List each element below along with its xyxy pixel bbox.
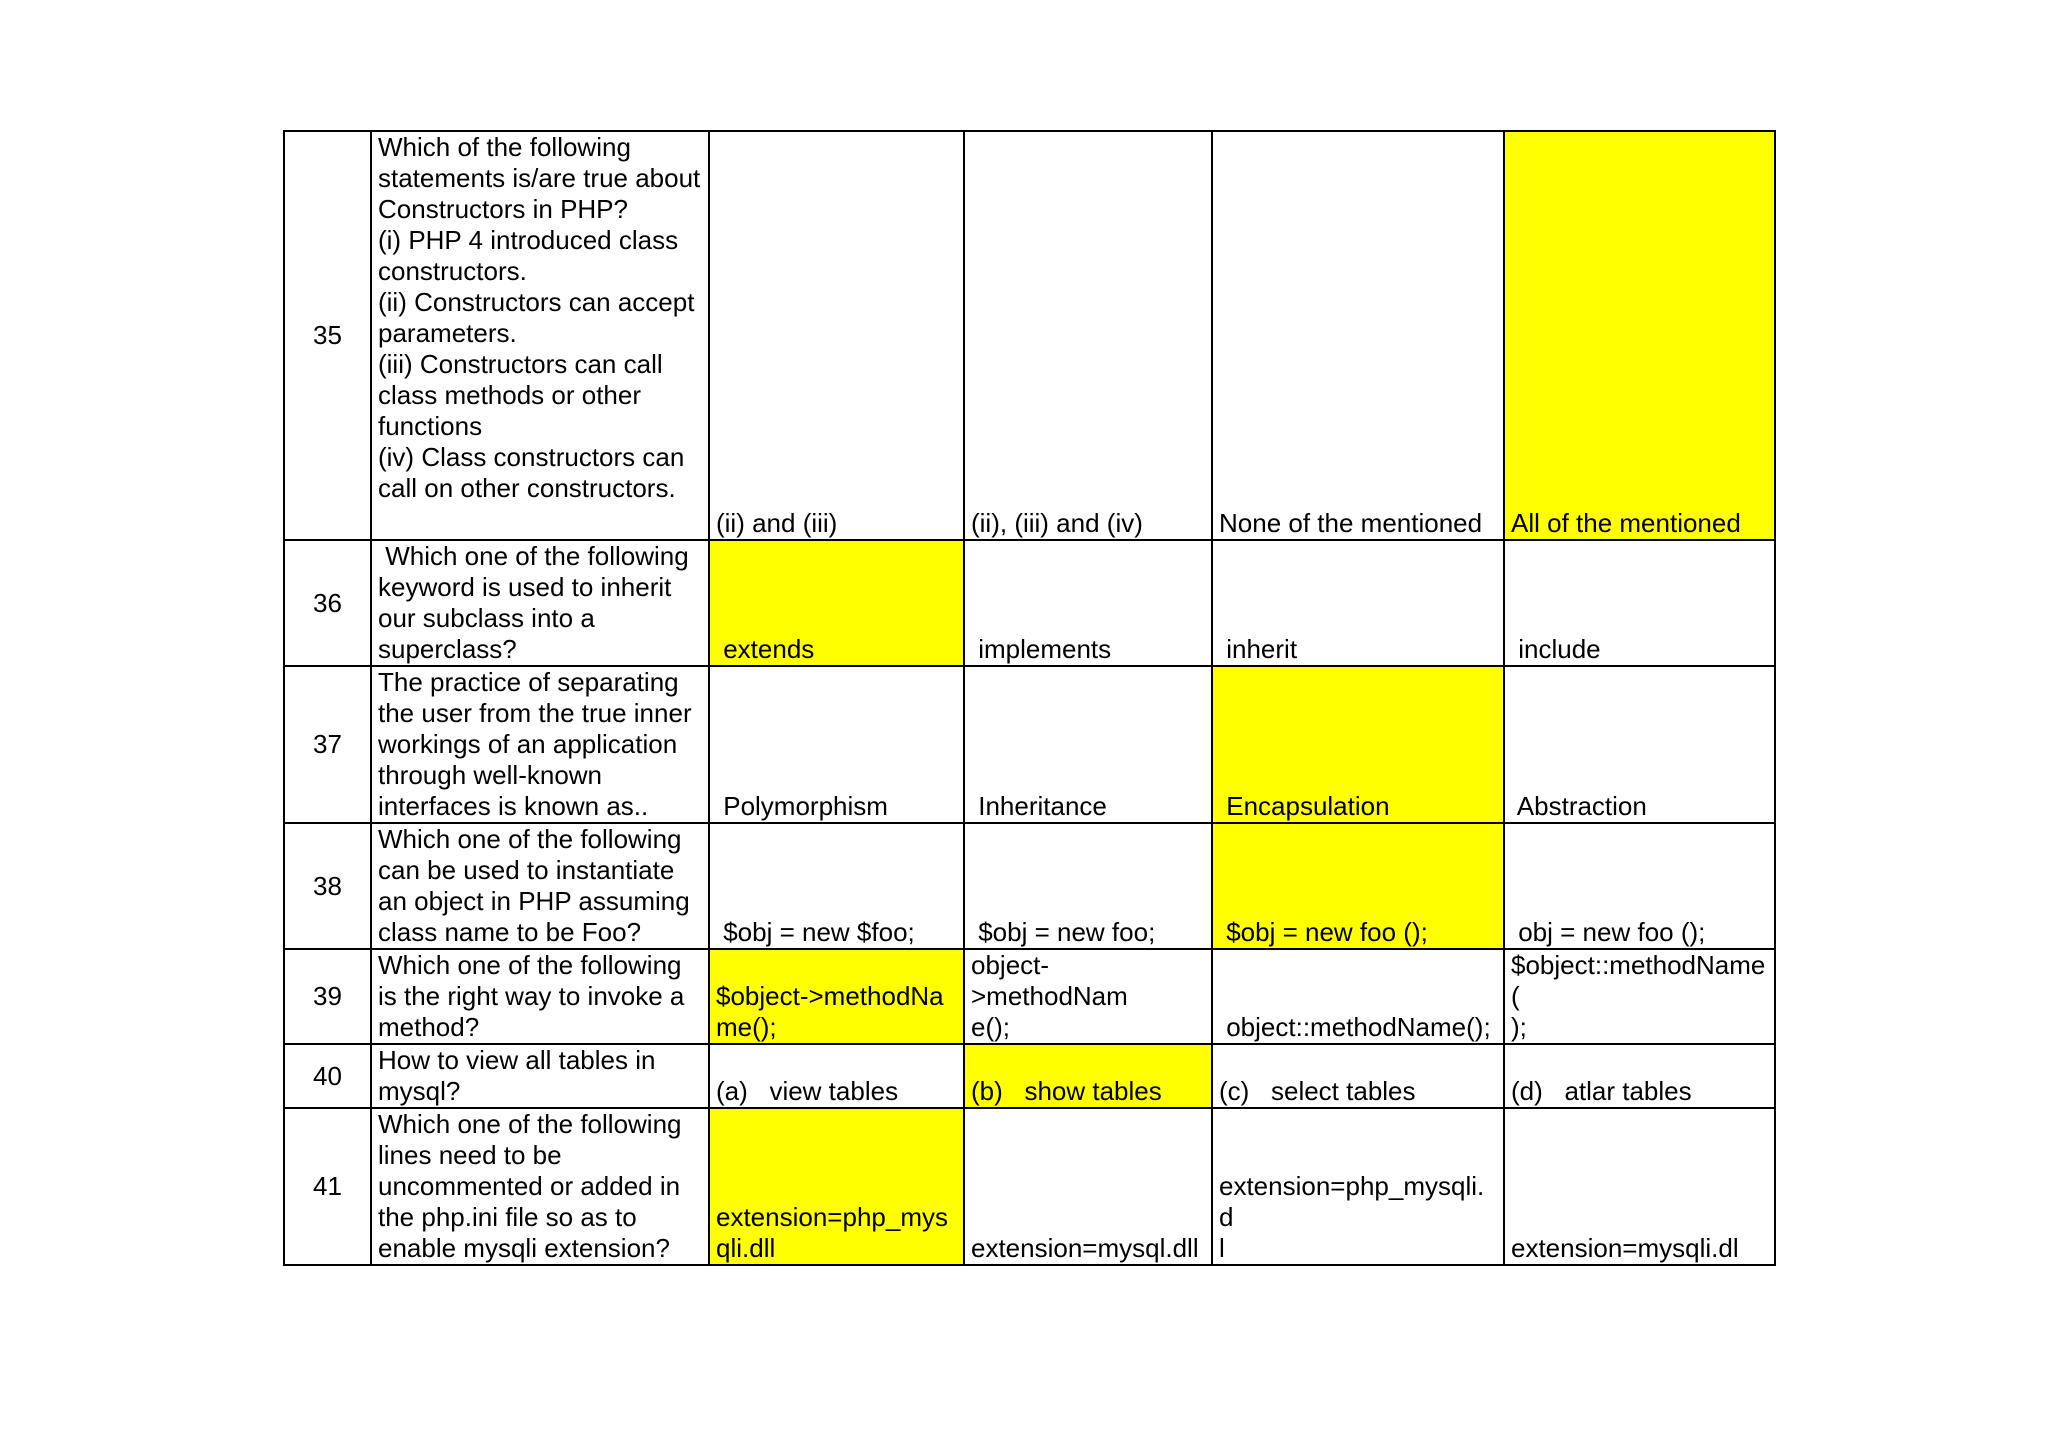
question-text [371, 666, 709, 823]
question-line: Which one of the following [378, 950, 682, 980]
option-line: (ii), (iii) and (iv) [971, 508, 1143, 538]
question-line: the user from the true inner [378, 698, 692, 728]
question-row-38 [284, 823, 1775, 949]
option-d [1504, 823, 1775, 949]
option-line: (a) view tables [716, 1076, 899, 1106]
option-a [709, 666, 964, 823]
question-row-41 [284, 1108, 1775, 1265]
option-line: l [1219, 1233, 1225, 1263]
question-text [371, 1044, 709, 1108]
option-line: obj = new foo (); [1511, 917, 1706, 947]
option-a [709, 823, 964, 949]
option-a-correct [709, 1108, 964, 1265]
option-line: extends [716, 634, 815, 664]
option-c [1212, 1108, 1504, 1265]
question-line: the php.ini file so as to [378, 1202, 637, 1232]
question-line: (iv) Class constructors can [378, 442, 685, 472]
question-line: constructors. [378, 256, 527, 286]
option-c [1212, 540, 1504, 666]
option-line: inherit [1219, 634, 1298, 664]
quiz-table-body [284, 131, 1775, 1265]
option-a-correct [709, 949, 964, 1044]
option-c [1212, 949, 1504, 1044]
option-d-correct [1504, 131, 1775, 540]
question-row-35 [284, 131, 1775, 540]
question-text [371, 949, 709, 1044]
option-line: Polymorphism [716, 791, 888, 821]
question-text [371, 823, 709, 949]
question-line: method? [378, 1012, 480, 1042]
option-line: $object->methodNa [716, 981, 944, 1011]
quiz-table [283, 130, 1776, 1266]
option-c [1212, 131, 1504, 540]
option-line: $obj = new foo; [971, 917, 1156, 947]
question-number: 35 [284, 131, 371, 540]
question-line: Which one of the following [378, 1109, 682, 1139]
question-number: 36 [284, 540, 371, 666]
question-line: uncommented or added in [378, 1171, 681, 1201]
question-line: call on other constructors. [378, 473, 676, 503]
option-line: e(); [971, 1012, 1010, 1042]
option-b [964, 1108, 1212, 1265]
option-line: qli.dll [716, 1233, 776, 1263]
option-a-correct [709, 540, 964, 666]
question-row-36 [284, 540, 1775, 666]
option-line: (d) atlar tables [1511, 1076, 1692, 1106]
question-row-37 [284, 666, 1775, 823]
option-line: $object::methodName( [1511, 950, 1766, 1011]
question-number: 40 [284, 1044, 371, 1108]
option-line: object->methodNam [971, 950, 1128, 1011]
question-number: 41 [284, 1108, 371, 1265]
question-line: through well-known [378, 760, 603, 790]
option-line: implements [971, 634, 1112, 664]
question-number: 39 [284, 949, 371, 1044]
option-d [1504, 540, 1775, 666]
option-b [964, 131, 1212, 540]
question-row-40 [284, 1044, 1775, 1108]
option-line: include [1511, 634, 1601, 664]
option-line: extension=mysql.dll [971, 1233, 1199, 1263]
option-line: (b) show tables [971, 1076, 1162, 1106]
question-line: Constructors in PHP? [378, 194, 628, 224]
option-line: $obj = new foo (); [1219, 917, 1428, 947]
question-line: an object in PHP assuming [378, 886, 690, 916]
option-b [964, 949, 1212, 1044]
option-line: None of the mentioned [1219, 508, 1483, 538]
question-line: parameters. [378, 318, 517, 348]
question-text [371, 1108, 709, 1265]
question-line: The practice of separating [378, 667, 679, 697]
option-d [1504, 666, 1775, 823]
option-line: extension=php_mys [716, 1202, 948, 1232]
question-line: How to view all tables in [378, 1045, 656, 1075]
option-line: ); [1511, 1012, 1527, 1042]
question-line: class methods or other [378, 380, 642, 410]
question-number: 37 [284, 666, 371, 823]
option-c [1212, 1044, 1504, 1108]
question-line: can be used to instantiate [378, 855, 675, 885]
option-line: All of the mentioned [1511, 508, 1741, 538]
question-text [371, 540, 709, 666]
question-line: enable mysqli extension? [378, 1233, 670, 1263]
question-line: Which one of the following [378, 541, 689, 571]
question-line: interfaces is known as.. [378, 791, 649, 821]
option-line: object::methodName(); [1219, 1012, 1491, 1042]
option-line: me(); [716, 1012, 777, 1042]
option-line: Abstraction [1511, 791, 1647, 821]
question-line: statements is/are true about [378, 163, 701, 193]
question-line: superclass? [378, 634, 517, 664]
option-line: Inheritance [971, 791, 1107, 821]
question-line: is the right way to invoke a [378, 981, 685, 1011]
option-a [709, 131, 964, 540]
question-number: 38 [284, 823, 371, 949]
question-line: (iii) Constructors can call [378, 349, 663, 379]
option-b [964, 666, 1212, 823]
option-b [964, 823, 1212, 949]
option-line: extension=mysqli.dl [1511, 1233, 1739, 1263]
question-line: class name to be Foo? [378, 917, 642, 947]
question-text [371, 131, 709, 540]
option-c-correct [1212, 823, 1504, 949]
question-line: lines need to be [378, 1140, 562, 1170]
option-d [1504, 1108, 1775, 1265]
question-line: keyword is used to inherit [378, 572, 672, 602]
question-line: (i) PHP 4 introduced class [378, 225, 679, 255]
option-line: Encapsulation [1219, 791, 1390, 821]
question-line: (ii) Constructors can accept [378, 287, 695, 317]
question-line: workings of an application [378, 729, 678, 759]
option-b [964, 540, 1212, 666]
option-line: extension=php_mysqli.d [1219, 1171, 1485, 1232]
question-line: mysql? [378, 1076, 461, 1106]
option-line: (ii) and (iii) [716, 508, 838, 538]
question-line: Which of the following [378, 132, 631, 162]
option-line: (c) select tables [1219, 1076, 1416, 1106]
question-line: functions [378, 411, 483, 441]
question-row-39 [284, 949, 1775, 1044]
option-d [1504, 949, 1775, 1044]
question-line: our subclass into a [378, 603, 595, 633]
option-a [709, 1044, 964, 1108]
option-b-correct [964, 1044, 1212, 1108]
option-d [1504, 1044, 1775, 1108]
question-line: Which one of the following [378, 824, 682, 854]
option-c-correct [1212, 666, 1504, 823]
option-line: $obj = new $foo; [716, 917, 915, 947]
